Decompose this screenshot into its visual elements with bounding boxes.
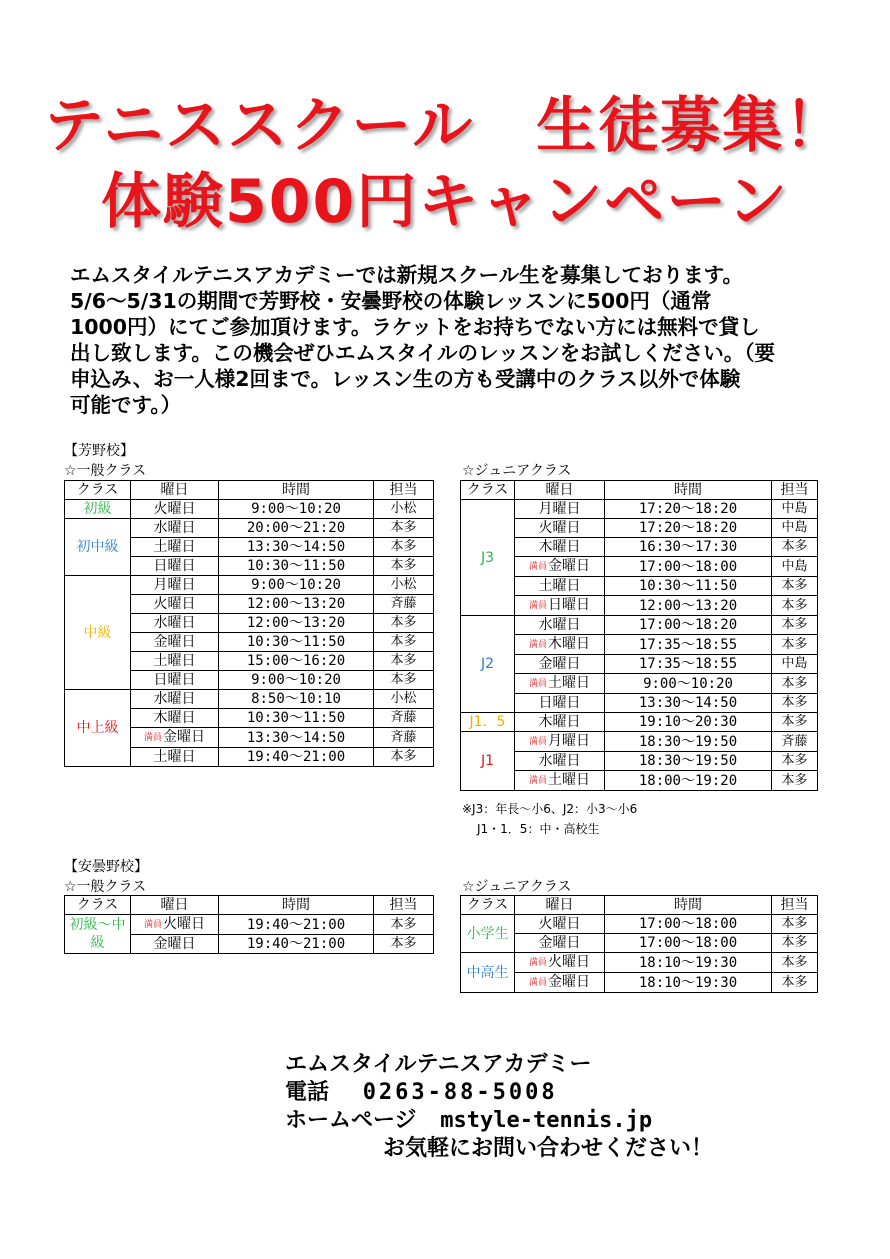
time-cell: 10:30～11:50 <box>219 557 374 576</box>
class-name-cell: 初級 <box>65 500 131 519</box>
day-cell <box>131 595 219 614</box>
yoshino-general-label: ☆一般クラス <box>64 463 147 479</box>
day-label: 月曜日 <box>538 501 581 517</box>
time-cell: 13:30～14:50 <box>605 694 772 713</box>
time-cell: 19:10～20:30 <box>605 713 772 732</box>
table-row <box>65 500 434 519</box>
day-label: 月曜日 <box>548 733 590 749</box>
full-badge: 満員 <box>143 920 162 930</box>
column-header-day: 曜日 <box>131 481 219 500</box>
yoshino-junior-table <box>460 480 818 791</box>
day-cell <box>515 616 605 635</box>
day-cell <box>131 576 219 595</box>
day-cell <box>515 732 605 752</box>
time-cell: 9:00～10:20 <box>219 671 374 690</box>
day-cell <box>131 915 219 935</box>
day-label: 火曜日 <box>163 916 205 932</box>
column-header-time: 時間 <box>219 481 374 500</box>
teacher-cell: 斉藤 <box>374 728 434 748</box>
day-cell <box>131 557 219 576</box>
day-label: 土曜日 <box>153 653 196 669</box>
class-name-cell: J2 <box>461 616 515 713</box>
time-cell: 17:00～18:00 <box>605 557 772 577</box>
time-cell: 10:30～11:50 <box>219 709 374 728</box>
time-cell: 19:40～21:00 <box>219 748 374 767</box>
day-label: 土曜日 <box>548 772 590 788</box>
day-cell <box>131 935 219 954</box>
column-header-teacher: 担当 <box>772 896 818 915</box>
teacher-cell: 本多 <box>772 934 818 953</box>
day-cell <box>515 538 605 557</box>
phone-line <box>285 1075 558 1106</box>
homepage-url: mstyle-tennis.jp <box>440 1108 653 1133</box>
column-header-cls: クラス <box>65 481 131 500</box>
day-cell <box>515 674 605 694</box>
time-cell: 17:00～18:00 <box>605 915 772 934</box>
table-row <box>461 538 818 557</box>
full-badge: 満員 <box>143 733 162 743</box>
intro-line: 5/6～5/31の期間で芳野校・安曇野校の体験レッスンに500円（通常 <box>70 289 712 313</box>
column-header-cls: クラス <box>65 896 131 915</box>
teacher-cell: 中島 <box>772 500 818 519</box>
time-cell: 19:40～21:00 <box>219 935 374 954</box>
table-header-row <box>65 896 434 915</box>
time-cell: 12:00～13:20 <box>219 614 374 633</box>
academy-name: エムスタイルテニスアカデミー <box>285 1052 592 1077</box>
table-row <box>461 752 818 771</box>
time-cell: 13:30～14:50 <box>219 728 374 748</box>
day-label: 木曜日 <box>153 710 196 726</box>
class-name-cell: J3 <box>461 500 515 616</box>
table-row <box>65 576 434 595</box>
class-name-cell: 中級 <box>65 576 131 690</box>
teacher-cell: 本多 <box>374 538 434 557</box>
full-badge: 満員 <box>528 640 547 650</box>
azumino-general-table <box>64 895 434 954</box>
time-cell: 12:00～13:20 <box>605 596 772 616</box>
day-label: 火曜日 <box>538 520 581 536</box>
teacher-cell: 本多 <box>772 973 818 993</box>
day-cell <box>131 538 219 557</box>
full-badge: 満員 <box>528 978 547 988</box>
day-label: 木曜日 <box>538 539 581 555</box>
day-label: 水曜日 <box>538 753 581 769</box>
title-line-1: テニススクール 生徒募集！ <box>43 91 847 161</box>
table-row <box>461 500 818 519</box>
teacher-cell: 本多 <box>374 935 434 954</box>
day-label: 日曜日 <box>548 597 590 613</box>
intro-line: エムスタイルテニスアカデミーでは新規スクール生を募集しております。 <box>70 263 744 287</box>
table-row <box>461 973 818 993</box>
day-label: 日曜日 <box>153 672 196 688</box>
table-row <box>461 596 818 616</box>
day-label: 木曜日 <box>538 714 581 730</box>
day-label: 火曜日 <box>153 501 196 517</box>
azumino-school-label: 【安曇野校】 <box>64 859 148 875</box>
column-header-time: 時間 <box>605 481 772 500</box>
full-badge: 満員 <box>528 776 547 786</box>
table-row <box>461 934 818 953</box>
day-label: 日曜日 <box>153 558 196 574</box>
teacher-cell: 本多 <box>772 694 818 713</box>
day-cell <box>515 596 605 616</box>
day-label: 水曜日 <box>153 520 196 536</box>
time-cell: 18:10～19:30 <box>605 973 772 993</box>
day-label: 金曜日 <box>548 558 590 574</box>
table-row <box>461 674 818 694</box>
day-label: 金曜日 <box>153 936 196 952</box>
teacher-cell: 本多 <box>772 713 818 732</box>
day-cell <box>131 748 219 767</box>
class-name-cell: 小学生 <box>461 915 515 953</box>
teacher-cell: 本多 <box>772 538 818 557</box>
class-name-cell: J1 <box>461 732 515 791</box>
day-label: 水曜日 <box>153 615 196 631</box>
teacher-cell: 本多 <box>374 748 434 767</box>
teacher-cell: 本多 <box>772 577 818 596</box>
teacher-cell: 斉藤 <box>772 732 818 752</box>
day-cell <box>131 614 219 633</box>
table-row <box>65 519 434 538</box>
time-cell: 18:30～19:50 <box>605 732 772 752</box>
time-cell: 18:30～19:50 <box>605 752 772 771</box>
time-cell: 15:00～16:20 <box>219 652 374 671</box>
day-label: 水曜日 <box>153 691 196 707</box>
intro-text <box>70 262 830 418</box>
day-label: 水曜日 <box>538 617 581 633</box>
day-cell <box>515 752 605 771</box>
time-cell: 16:30～17:30 <box>605 538 772 557</box>
full-badge: 満員 <box>528 601 547 611</box>
intro-line: 可能です。） <box>70 393 182 417</box>
day-cell <box>515 519 605 538</box>
time-cell: 20:00～21:20 <box>219 519 374 538</box>
teacher-cell: 本多 <box>374 519 434 538</box>
table-row <box>461 732 818 752</box>
junior-age-note-2: J1・1．5：中・高校生 <box>477 822 600 836</box>
teacher-cell: 本多 <box>772 953 818 973</box>
table-header-row <box>461 481 818 500</box>
day-label: 火曜日 <box>153 596 196 612</box>
azumino-junior-label: ☆ジュニアクラス <box>462 879 572 895</box>
phone-label: 電話 <box>285 1080 330 1105</box>
table-row <box>461 953 818 973</box>
time-cell: 17:35～18:55 <box>605 655 772 674</box>
teacher-cell: 中島 <box>772 655 818 674</box>
column-header-time: 時間 <box>605 896 772 915</box>
yoshino-general-table <box>64 480 434 767</box>
day-cell <box>515 713 605 732</box>
day-label: 金曜日 <box>548 974 590 990</box>
day-cell <box>131 709 219 728</box>
time-cell: 19:40～21:00 <box>219 915 374 935</box>
column-header-teacher: 担当 <box>374 481 434 500</box>
day-label: 火曜日 <box>548 954 590 970</box>
day-cell <box>515 577 605 596</box>
teacher-cell: 本多 <box>772 616 818 635</box>
table-row <box>461 655 818 674</box>
time-cell: 8:50～10:10 <box>219 690 374 709</box>
day-label: 土曜日 <box>153 749 196 765</box>
day-label: 金曜日 <box>163 729 205 745</box>
time-cell: 9:00～10:20 <box>219 576 374 595</box>
teacher-cell: 本多 <box>374 614 434 633</box>
time-cell: 17:35～18:55 <box>605 635 772 655</box>
intro-line: 出し致します。この機会ぜひエムスタイルのレッスンをお試しください。（要 <box>70 341 775 365</box>
day-cell <box>131 671 219 690</box>
teacher-cell: 本多 <box>772 596 818 616</box>
column-header-cls: クラス <box>461 481 515 500</box>
day-label: 金曜日 <box>538 656 581 672</box>
time-cell: 9:00～10:20 <box>605 674 772 694</box>
day-cell <box>131 690 219 709</box>
teacher-cell: 斉藤 <box>374 709 434 728</box>
day-cell <box>515 655 605 674</box>
teacher-cell: 本多 <box>374 652 434 671</box>
day-cell <box>131 652 219 671</box>
azumino-junior-table <box>460 895 818 993</box>
day-label: 土曜日 <box>153 539 196 555</box>
full-badge: 満員 <box>528 737 547 747</box>
day-cell <box>131 633 219 652</box>
teacher-cell: 本多 <box>772 752 818 771</box>
day-cell <box>515 934 605 953</box>
table-row <box>461 557 818 577</box>
yoshino-junior-label: ☆ジュニアクラス <box>462 463 572 479</box>
teacher-cell: 本多 <box>374 915 434 935</box>
time-cell: 18:10～19:30 <box>605 953 772 973</box>
time-cell: 17:20～18:20 <box>605 519 772 538</box>
day-label: 土曜日 <box>548 675 590 691</box>
day-cell <box>515 953 605 973</box>
teacher-cell: 小松 <box>374 576 434 595</box>
intro-line: 申込み、お一人様2回まで。レッスン生の方も受講中のクラス以外で体験 <box>70 367 741 391</box>
day-label: 金曜日 <box>538 935 581 951</box>
day-cell <box>515 694 605 713</box>
title-line-2: 体験500円キャンペーン <box>100 167 790 237</box>
time-cell: 10:30～11:50 <box>219 633 374 652</box>
homepage-label: ホームページ <box>285 1108 417 1133</box>
time-cell: 17:00～18:20 <box>605 616 772 635</box>
table-row <box>461 519 818 538</box>
day-label: 火曜日 <box>538 916 581 932</box>
time-cell: 17:20～18:20 <box>605 500 772 519</box>
table-row <box>461 577 818 596</box>
day-label: 木曜日 <box>548 636 590 652</box>
column-header-teacher: 担当 <box>374 896 434 915</box>
day-label: 日曜日 <box>538 695 581 711</box>
closing-message: お気軽にお問い合わせください！ <box>383 1136 714 1161</box>
time-cell: 10:30～11:50 <box>605 577 772 596</box>
column-header-day: 曜日 <box>515 896 605 915</box>
column-header-time: 時間 <box>219 896 374 915</box>
time-cell: 18:00～19:20 <box>605 771 772 791</box>
day-cell <box>515 500 605 519</box>
day-cell <box>515 915 605 934</box>
column-header-day: 曜日 <box>515 481 605 500</box>
time-cell: 12:00～13:20 <box>219 595 374 614</box>
yoshino-school-label: 【芳野校】 <box>64 443 134 459</box>
table-row <box>461 713 818 732</box>
full-badge: 満員 <box>528 679 547 689</box>
day-cell <box>131 519 219 538</box>
teacher-cell: 本多 <box>772 915 818 934</box>
day-cell <box>515 557 605 577</box>
day-cell <box>131 500 219 519</box>
teacher-cell: 中島 <box>772 519 818 538</box>
junior-age-note: ※J3：年長～小6、J2：小3～小6 <box>462 802 638 816</box>
column-header-day: 曜日 <box>131 896 219 915</box>
teacher-cell: 本多 <box>374 557 434 576</box>
day-cell <box>515 973 605 993</box>
time-cell: 13:30～14:50 <box>219 538 374 557</box>
class-name-cell: 中上級 <box>65 690 131 767</box>
class-name-cell: 中高生 <box>461 953 515 993</box>
time-cell: 9:00～10:20 <box>219 500 374 519</box>
table-row <box>65 915 434 935</box>
table-row <box>461 915 818 934</box>
time-cell: 17:00～18:00 <box>605 934 772 953</box>
day-label: 金曜日 <box>153 634 196 650</box>
teacher-cell: 本多 <box>772 771 818 791</box>
teacher-cell: 本多 <box>374 633 434 652</box>
full-badge: 満員 <box>528 958 547 968</box>
teacher-cell: 本多 <box>772 635 818 655</box>
teacher-cell: 本多 <box>772 674 818 694</box>
teacher-cell: 本多 <box>374 671 434 690</box>
table-row <box>461 616 818 635</box>
day-label: 月曜日 <box>153 577 196 593</box>
teacher-cell: 小松 <box>374 500 434 519</box>
table-header-row <box>65 481 434 500</box>
column-header-teacher: 担当 <box>772 481 818 500</box>
table-row <box>461 635 818 655</box>
table-row <box>461 771 818 791</box>
table-row <box>461 694 818 713</box>
teacher-cell: 斉藤 <box>374 595 434 614</box>
teacher-cell: 中島 <box>772 557 818 577</box>
class-name-cell: 初中級 <box>65 519 131 576</box>
day-cell <box>515 771 605 791</box>
teacher-cell: 小松 <box>374 690 434 709</box>
phone-number: 0263-88-5008 <box>362 1080 558 1105</box>
day-cell <box>515 635 605 655</box>
day-label: 土曜日 <box>538 578 581 594</box>
class-name-cell: J1．5 <box>461 713 515 732</box>
table-header-row <box>461 896 818 915</box>
column-header-cls: クラス <box>461 896 515 915</box>
homepage-line <box>285 1103 652 1134</box>
azumino-general-label: ☆一般クラス <box>64 879 147 895</box>
table-row <box>65 690 434 709</box>
intro-line: 1000円）にてご参加頂けます。ラケットをお持ちでない方には無料で貸し <box>70 315 760 339</box>
class-name-cell: 初級～中級 <box>65 915 131 954</box>
full-badge: 満員 <box>528 562 547 572</box>
day-cell <box>131 728 219 748</box>
